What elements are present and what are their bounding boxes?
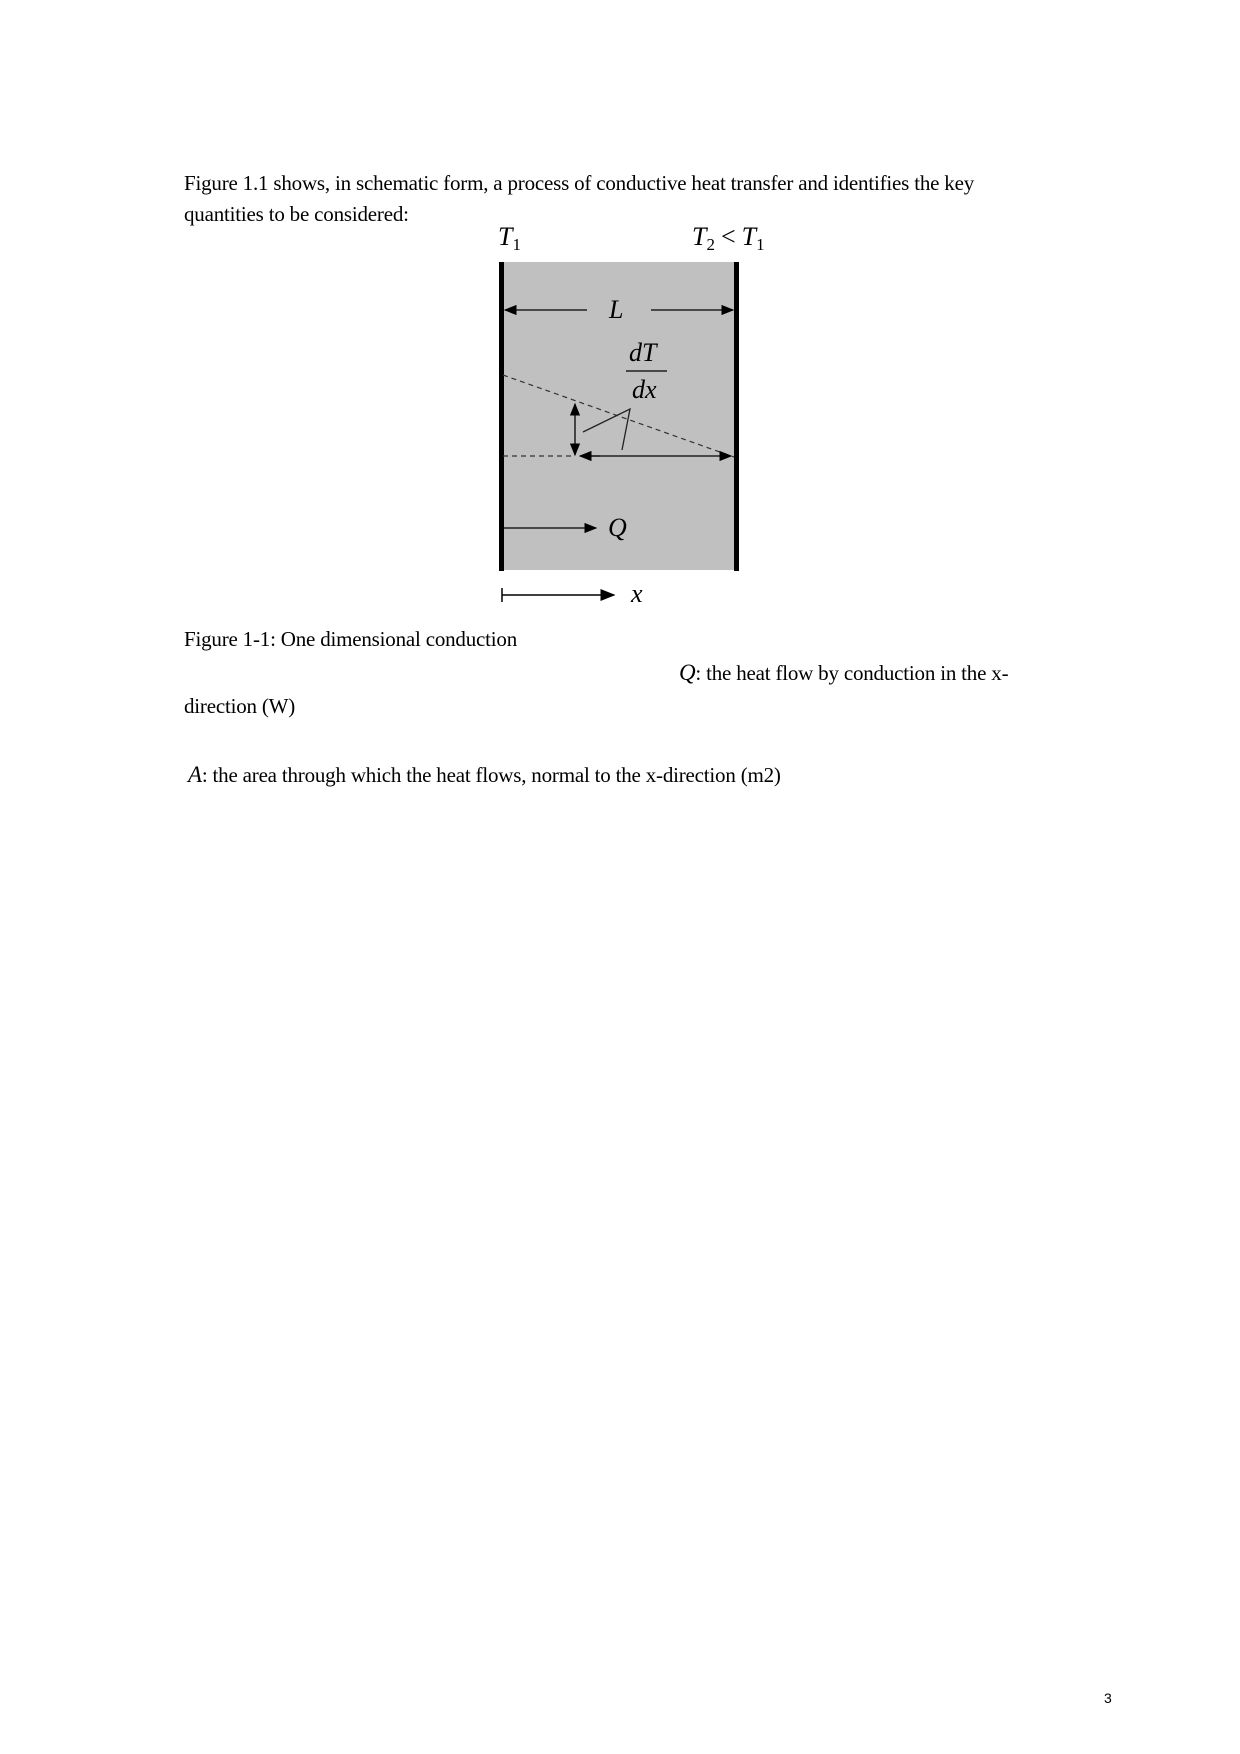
t1-label: T1 xyxy=(498,222,521,254)
q-definition-text: : the heat flow by conduction in the x- xyxy=(695,661,1009,685)
left-wall xyxy=(499,262,504,571)
a-definition xyxy=(188,760,781,790)
gradient-denominator: dx xyxy=(632,375,657,404)
figure-caption: Figure 1-1: One dimensional conduction xyxy=(184,627,518,651)
a-symbol: A xyxy=(188,762,202,787)
intro-line-2: quantities to be considered: xyxy=(184,202,409,226)
right-wall xyxy=(734,262,739,571)
gradient-numerator: dT xyxy=(629,338,657,367)
length-label: L xyxy=(609,295,624,324)
t2-less-than-t1-label: T2 < T1 xyxy=(692,222,765,254)
q-definition xyxy=(679,658,1008,688)
page-number: 3 xyxy=(1104,1690,1112,1706)
a-definition-text: : the area through which the heat flows, normal to the x-direction (m2) xyxy=(201,763,781,787)
q-definition-continued: direction (W) xyxy=(184,694,296,718)
heat-flow-label: Q xyxy=(608,513,627,542)
q-symbol: Q xyxy=(679,660,696,685)
intro-line-1: Figure 1.1 shows, in schematic form, a process of conductive heat transfer and identifies the key xyxy=(184,171,975,195)
conduction-diagram xyxy=(0,0,1240,700)
x-axis-label: x xyxy=(631,579,643,608)
